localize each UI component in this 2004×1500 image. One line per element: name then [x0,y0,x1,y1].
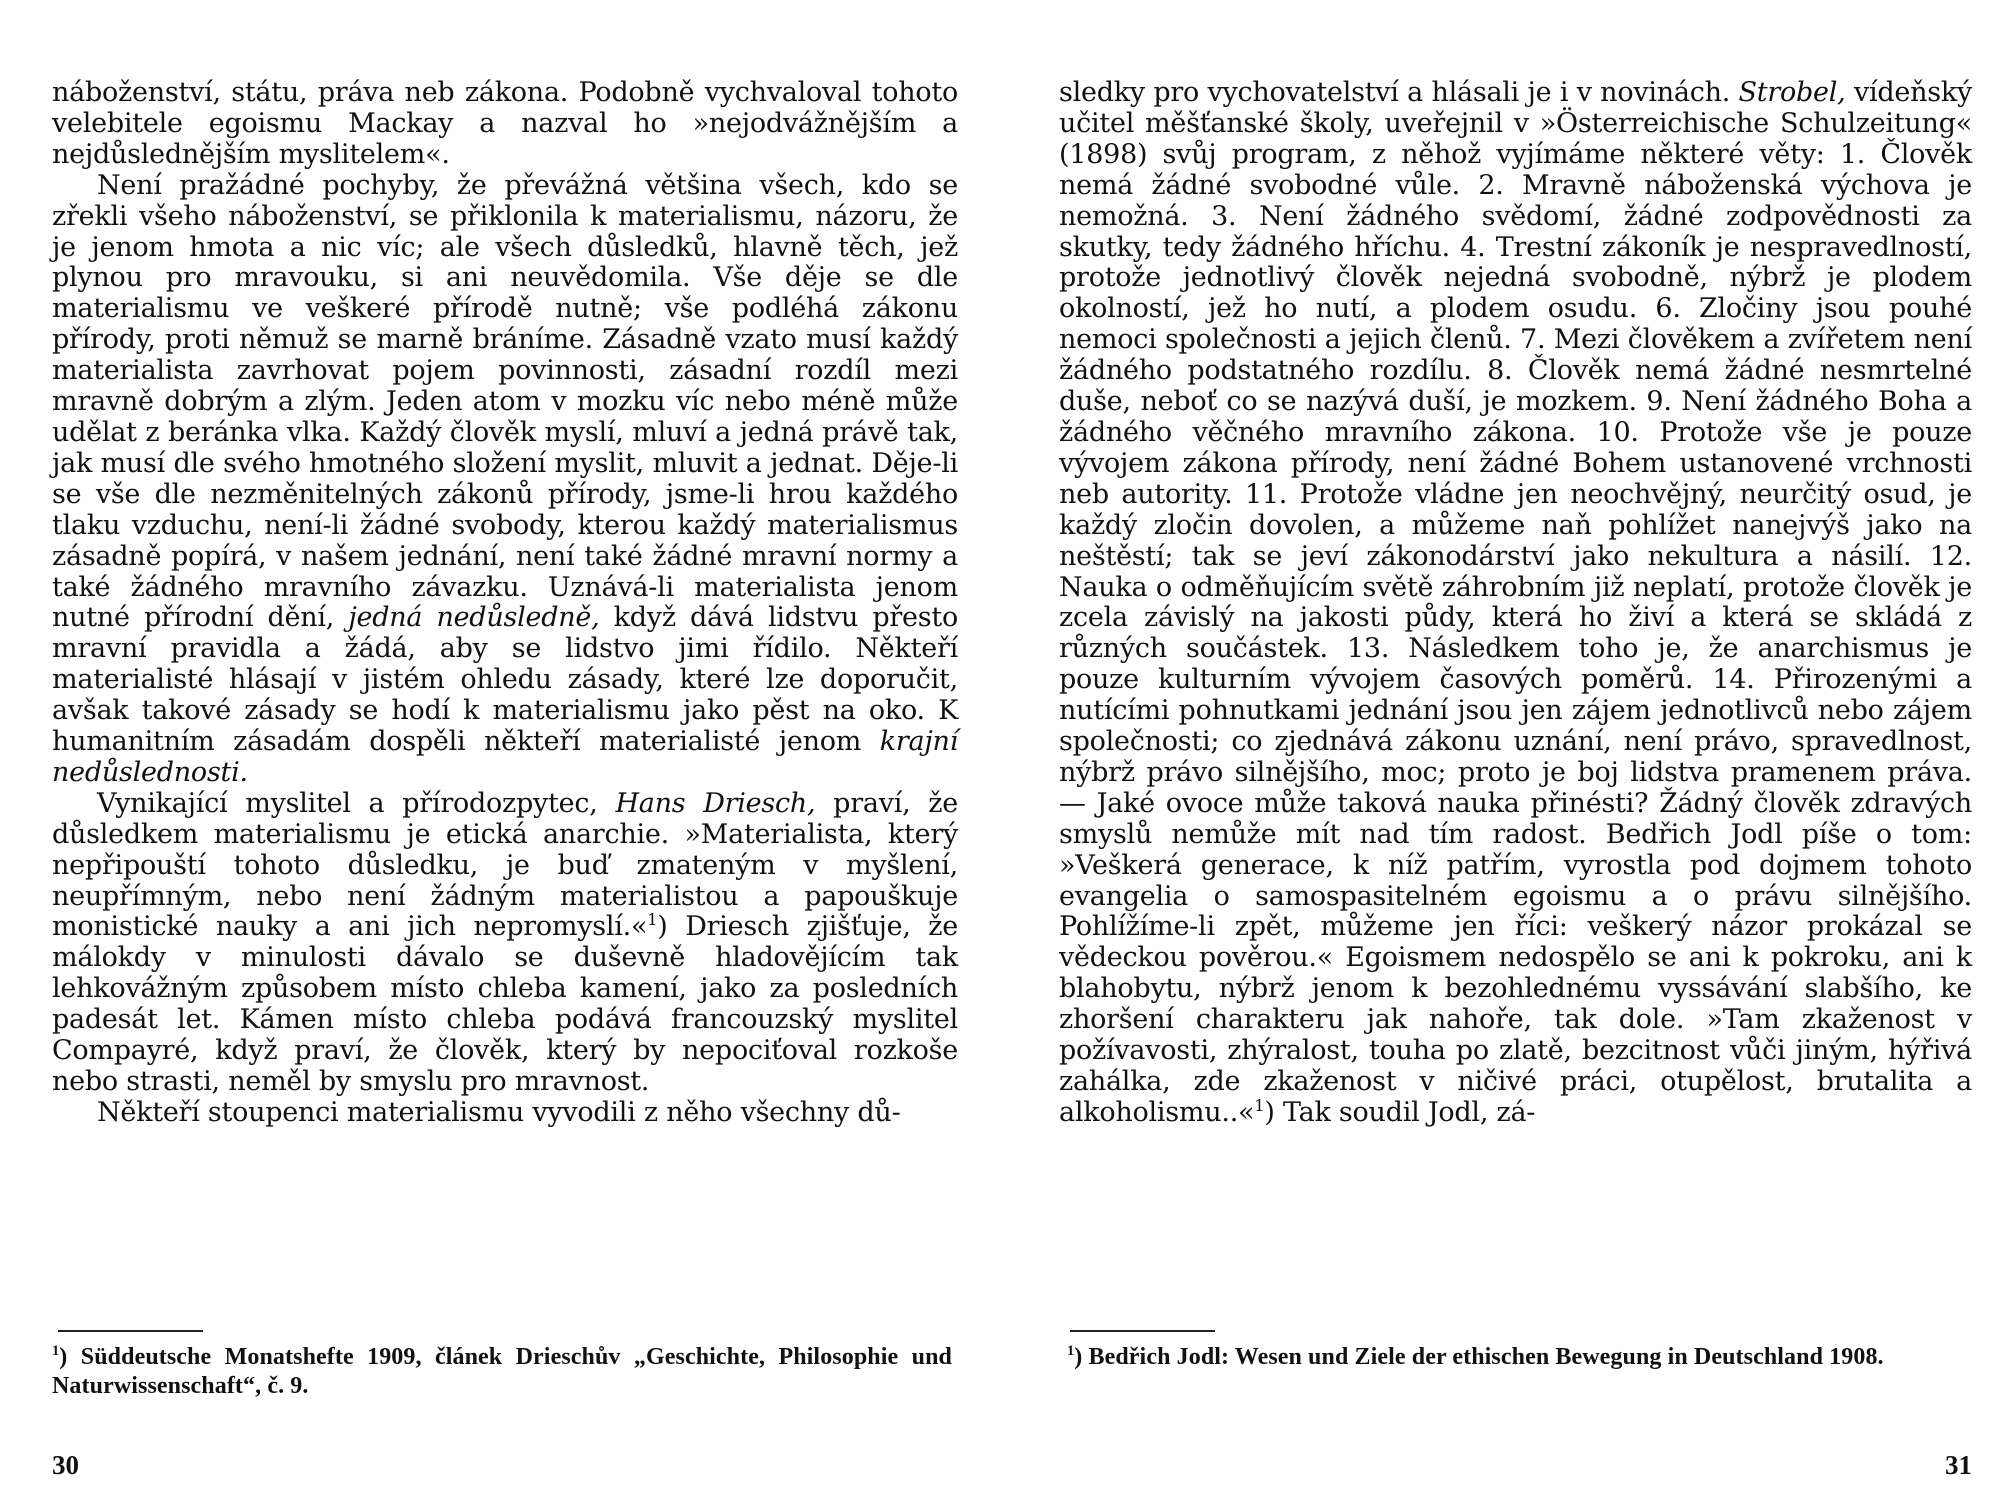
text-run: ) Driesch zjišťuje, že málokdy v minulosti dávalo se duševně hladovějícím tak lehkovážným způsobem místo chleba kamení, jako za posledních padesát let. Kámen místo chleba podává francouzský myslitel Compayré, když praví, že člověk, který by nepociťoval rozkoše nebo strasti, neměl by smyslu pro mravnost. [52,911,958,1097]
author-name: Hans Driesch, [615,787,816,819]
text-run: náboženství, státu, práva neb zákona. Podobně vychvaloval tohoto velebitele egoismu Mackay a nazval ho »nejodvážnějším a nejdůslednějším myslitelem«. [52,77,958,170]
footnote-divider [1070,1330,1215,1332]
text-run: Někteří stoupenci materialismu vyvodili z něho všechny dů- [97,1096,901,1128]
text-run: když dává lidstvu přesto mravní pravidla a žádá, aby se lidstvo jimi řídilo. Někteří materialisté hlásají v jistém ohledu zásady, které lze doporučit, avšak takové zásady se hodí k materialismu jako pěst na oko. K humanitním zásadám dospěli někteří materialisté jenom [52,602,958,758]
text-run: sledky pro vychovatelství a hlásali je i v novinách. [1059,77,1739,108]
footnote-marker: 1 [647,910,658,930]
footnote-divider [58,1330,203,1332]
text-run: praví, že důsledkem materialismu je etická anarchie. »Materialista, který nepřipouští tohoto důsledku, je buď zmateným v myšlení, neupřímným, nebo není žádným materialistou a papouškuje monistické nauky a ani jich nepromyslí.« [52,787,959,943]
footnote [1067,1343,1972,1372]
author-name: Strobel, [1738,77,1846,108]
right-page-body [1059,78,1972,1129]
left-page-body [52,78,958,1129]
paragraph [52,78,958,171]
paragraph [52,171,958,789]
text-run: Vynikající myslitel a přírodozpytec, [97,787,616,819]
text-run: ) Tak soudil Jodl, zá- [1264,1096,1536,1128]
text-run: Není pražádné pochyby, že převážná většina všech, kdo se zřekli všeho náboženství, se přiklonila k materialismu, názoru, že je jenom hmota a nic víc; ale všech důsledků, hlavně těch, jež plynou pro mravouku, si ani neuvědomila. Vše děje se dle materialismu ve veškeré přírodě nutně; vše podléhá zákonu přírody, proti němuž se marně bráníme. Zásadně vzato musí každý materialista zavrhovat pojem povinnosti, zásadní rozdíl mezi mravně dobrým a zlým. Jeden atom v mozku víc nebo méně může udělat z beránka vlka. Každý člověk myslí, mluví a jedná právě tak, jak musí dle svého hmotného složení myslit, mluvit a jednat. Děje-li se vše dle nezměnitelných zákonů přírody, jsme-li hrou každého tlaku vzduchu, není-li žádné svobody, kterou každý materialismus zásadně popírá, v našem jednání, není také žádné mravní normy a také žádného mravního závazku. Uznává-li materialista jenom nutné přírodní dění, [52,169,958,634]
right-page [1002,0,2004,1500]
footnote-marker: 1 [1067,1343,1075,1359]
footnote-text: ) Bedřich Jodl: Wesen und Ziele der ethischen Bewegung in Deutschland 1908. [1074,1344,1884,1370]
paragraph [1059,78,1972,1129]
italic-run: krajní nedůslednosti. [52,726,958,788]
footnote-marker: 1 [1254,1095,1265,1115]
footnote-text: ) Süddeutsche Monatshefte 1909, článek Drieschův „Geschichte, Philosophie und Naturwissenschaft“, č. 9. [52,1344,952,1399]
page-number: 30 [52,1450,79,1480]
paragraph [52,789,958,1098]
paragraph [52,1098,958,1129]
italic-run: jedná nedůsledně, [348,602,600,634]
footnote [52,1343,952,1401]
page-number: 31 [1945,1450,1972,1480]
text-run: vídeňský učitel měšťanské školy, uveřejnil v »Österreichische Schulzeitung« (1898) svůj program, z něhož vyjímáme některé věty: 1. Člověk nemá žádné svobodné vůle. 2. Mravně náboženská výchova je nemožná. 3. Není žádného svědomí, žádné zodpovědnosti za skutky, tedy žádného hříchu. 4. Trestní zákoník je nespravedlností, protože jednotlivý člověk nejedná svobodně, nýbrž je plodem okolností, jež ho nutí, a plodem osudu. 6. Zločiny jsou pouhé nemoci společnosti a jejich členů. 7. Mezi člověkem a zvířetem není žádného podstatného rozdílu. 8. Člověk nemá žádné nesmrtelné duše, neboť co se nazývá duší, je mozkem. 9. Není žádného Boha a žádného věčného mravního zákona. 10. Protože vše je pouze vývojem zákona přírody, není žádné Bohem ustanovené vrchnosti neb autority. 11. Protože vládne jen neochvějný, neurčitý osud, je každý zločin dovolen, a můžeme naň pohlížet nanejvýš jako na neštěstí; tak se jeví zákonodárství jako nekultura a násilí. 12. Nauka o odměňujícím světě záhrobním již neplatí, protože člověk je zcela závislý na jakosti půdy, která ho živí a která se skládá z různých součástek. 13. Následkem toho je, že anarchismus je pouze kulturním vývojem časových poměrů. 14. Přirozenými a nutícími pohnutkami jednání jsou jen zájem jednotlivců nebo zájem společnosti; co zjednává zákonu uznání, není právo, spravedlnost, nýbrž právo silnějšího, moc; proto je boj lidstva pramenem práva. — Jaké ovoce může taková nauka přinésti? Žádný člověk zdravých smyslů nemůže mít nad tím radost. Bedřich Jodl píše o tom: »Veškerá generace, k níž patřím, vyrostla pod dojmem tohoto evangelia o samospasitelném egoismu a o právu silnějšího. Pohlížíme-li zpět, můžeme jen říci: veškerý názor prokázal se vědeckou pověrou.« Egoismem nedospělo se ani k pokroku, ani k blahobytu, nýbrž jenom k bezohlednému vyssávání slabšího, ke zhoršení charakteru jak nahoře, tak dole. »Tam zkaženost v požívavosti, zhýralost, touha po zlatě, bezcitnost vůči jiným, hýřivá zahálka, zde zkaženost v ničivé práci, otupělost, brutalita a alkoholismu..« [1059,77,1972,1128]
footnote-marker: 1 [52,1343,60,1359]
